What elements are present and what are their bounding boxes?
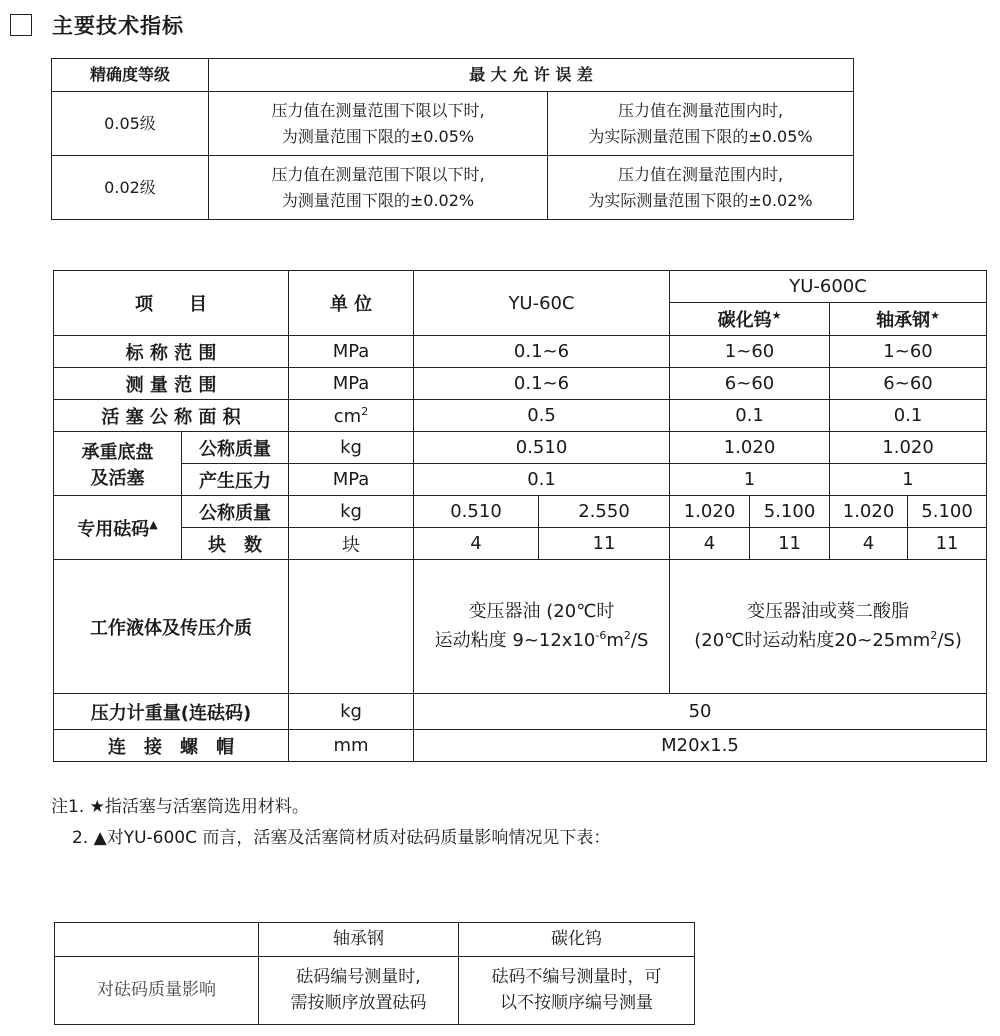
value-cell: 5.100 — [750, 496, 830, 528]
cell-superscript: 2 — [623, 628, 631, 642]
table-row — [54, 496, 987, 528]
row-label: 测 量 范 围 — [54, 368, 289, 400]
cell-line: 压力值在测量范围内时, — [617, 164, 784, 184]
unit-superscript: 2 — [361, 404, 369, 418]
star-icon: ★ — [930, 309, 940, 322]
value-cell — [459, 957, 695, 1025]
table-row — [54, 336, 987, 368]
unit-cell: kg — [289, 496, 414, 528]
unit-cell: mm — [289, 730, 414, 762]
value-cell: 50 — [414, 694, 987, 730]
cell-line: 需按顺序放置砝码 — [290, 992, 427, 1013]
value-cell: 4 — [414, 528, 539, 560]
value-cell: 4 — [830, 528, 908, 560]
table-row — [55, 957, 695, 1025]
group-label-line: 承重底盘 — [81, 441, 154, 463]
table-row — [52, 59, 854, 92]
cell-line — [414, 627, 669, 656]
header-label: 轴承钢 — [876, 310, 931, 331]
unit-cell: kg — [289, 432, 414, 464]
section-title: 主要技术指标 — [52, 14, 184, 38]
cell-text: 运动粘度 9~12x10 — [434, 629, 596, 651]
header-bearing-steel: 轴承钢 — [259, 923, 459, 957]
table-row — [54, 368, 987, 400]
value-cell: 0.1~6 — [414, 368, 670, 400]
table-row — [55, 923, 695, 957]
value-cell: 1~60 — [830, 336, 987, 368]
cell-line: 为实际测量范围下限的±0.02% — [588, 190, 813, 210]
header-empty — [55, 923, 259, 957]
cell-line — [670, 627, 986, 656]
material-table — [54, 922, 695, 1025]
unit-cell: 块 — [289, 528, 414, 560]
row-label: 工作液体及传压介质 — [54, 560, 289, 694]
value-cell: 1~60 — [670, 336, 830, 368]
cell-superscript: -6 — [595, 628, 607, 642]
value-cell: 5.100 — [908, 496, 987, 528]
value-cell: 0.510 — [414, 432, 670, 464]
value-cell: 1.020 — [830, 432, 987, 464]
table-row — [54, 400, 987, 432]
header-bearing-steel — [830, 303, 987, 336]
value-cell: 11 — [908, 528, 987, 560]
table-row — [52, 156, 854, 220]
value-cell: 6~60 — [670, 368, 830, 400]
section-heading — [10, 10, 184, 40]
cell-line: 变压器油 (20℃时 — [468, 600, 615, 622]
value-cell: 1 — [830, 464, 987, 496]
header-yu600c: YU-600C — [670, 271, 987, 303]
grade-cell: 0.02级 — [52, 156, 209, 220]
table-row — [54, 694, 987, 730]
value-cell: 0.1 — [414, 464, 670, 496]
within-range-cell — [548, 92, 854, 156]
cell-line: 变压器油或葵二酸脂 — [747, 600, 910, 622]
cell-text: /S — [630, 629, 649, 651]
cell-line: 为实际测量范围下限的±0.05% — [588, 126, 813, 146]
value-cell: 1.020 — [670, 496, 750, 528]
note-1: 注1. ★指活塞与活塞筒选用材料。 — [51, 797, 309, 817]
triangle-icon: ▲ — [149, 517, 158, 531]
cell-line: 砝码编号测量时, — [296, 967, 421, 987]
unit-text: cm — [333, 405, 362, 427]
row-label: 公称质量 — [182, 496, 289, 528]
group-label — [54, 432, 182, 496]
cell-text: m — [606, 629, 624, 651]
value-cell: 1 — [670, 464, 830, 496]
value-cell: 0.510 — [414, 496, 539, 528]
row-label: 压力计重量(连砝码) — [54, 694, 289, 730]
header-unit: 单 位 — [289, 271, 414, 336]
value-cell: 0.1 — [670, 400, 830, 432]
grade-cell: 0.05级 — [52, 92, 209, 156]
value-cell: 4 — [670, 528, 750, 560]
unit-cell: kg — [289, 694, 414, 730]
unit-cell: MPa — [289, 336, 414, 368]
value-cell: 0.1 — [830, 400, 987, 432]
row-label: 公称质量 — [182, 432, 289, 464]
group-label-text: 专用砝码 — [77, 518, 150, 540]
star-icon: ★ — [771, 309, 782, 322]
table-row — [54, 560, 987, 694]
value-cell: 6~60 — [830, 368, 987, 400]
value-cell: 11 — [539, 528, 670, 560]
value-cell — [259, 957, 459, 1025]
below-range-cell — [209, 156, 548, 220]
cell-line: 压力值在测量范围下限以下时, — [271, 100, 485, 120]
checkbox-icon[interactable] — [10, 14, 32, 36]
unit-cell: MPa — [289, 464, 414, 496]
unit-cell — [289, 560, 414, 694]
row-label: 标 称 范 围 — [54, 336, 289, 368]
value-cell: 2.550 — [539, 496, 670, 528]
header-item: 项 目 — [54, 271, 289, 336]
table-row — [54, 730, 987, 762]
header-tungsten-carbide: 碳化钨 — [459, 923, 695, 957]
table-row — [54, 464, 987, 496]
header-grade: 精确度等级 — [52, 59, 209, 92]
row-label: 块 数 — [182, 528, 289, 560]
spec-table — [53, 270, 987, 762]
header-yu60c: YU-60C — [414, 271, 670, 336]
row-label: 产生压力 — [182, 464, 289, 496]
value-cell: 0.1~6 — [414, 336, 670, 368]
group-label-line: 及活塞 — [90, 467, 145, 489]
cell-line: 压力值在测量范围内时, — [617, 100, 784, 120]
value-cell: 0.5 — [414, 400, 670, 432]
cell-line: 压力值在测量范围下限以下时, — [271, 164, 485, 184]
header-label: 碳化钨 — [717, 310, 772, 331]
row-label: 活 塞 公 称 面 积 — [54, 400, 289, 432]
cell-superscript: 2 — [930, 628, 938, 642]
table-row — [54, 528, 987, 560]
value-cell: 11 — [750, 528, 830, 560]
accuracy-table — [51, 58, 854, 220]
value-cell — [670, 560, 987, 694]
cell-line: 为测量范围下限的±0.05% — [281, 126, 475, 146]
table-row — [54, 432, 987, 464]
notes — [51, 792, 610, 854]
cell-line: 砝码不编号测量时，可 — [491, 967, 662, 987]
header-tungsten-carbide — [670, 303, 830, 336]
cell-text: (20℃时运动粘度20~25mm — [694, 629, 931, 651]
cell-text: /S) — [937, 629, 962, 651]
cell-line: 以不按顺序编号测量 — [500, 992, 653, 1013]
header-error: 最 大 允 许 误 差 — [209, 59, 854, 92]
row-label: 连 接 螺 帽 — [54, 730, 289, 762]
value-cell: M20x1.5 — [414, 730, 987, 762]
table-row — [52, 92, 854, 156]
below-range-cell — [209, 92, 548, 156]
cell-line: 为测量范围下限的±0.02% — [281, 190, 475, 210]
row-label: 对砝码质量影响 — [55, 957, 259, 1025]
unit-cell: MPa — [289, 368, 414, 400]
table-row — [54, 271, 987, 303]
value-cell — [414, 560, 670, 694]
note-2: 2. ▲对YU-600C 而言，活塞及活塞筒材质对砝码质量影响情况见下表： — [72, 828, 611, 848]
group-label — [54, 496, 182, 560]
within-range-cell — [548, 156, 854, 220]
value-cell: 1.020 — [670, 432, 830, 464]
unit-cell — [289, 400, 414, 432]
value-cell: 1.020 — [830, 496, 908, 528]
